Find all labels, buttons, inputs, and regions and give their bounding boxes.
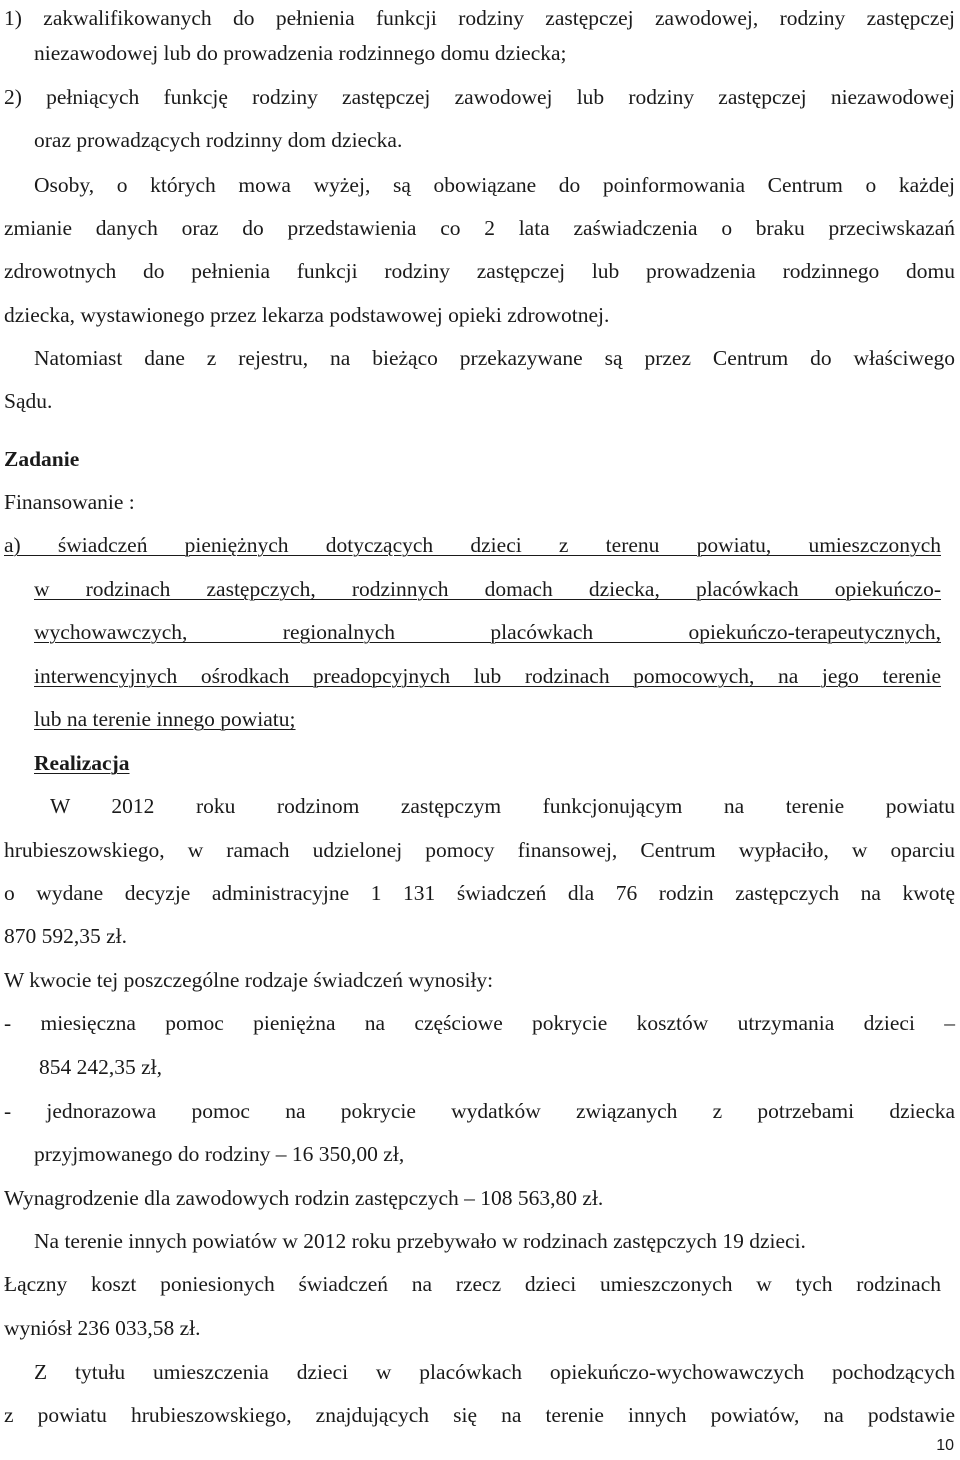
item-a-line-1 — [4, 530, 941, 560]
duties-line-2: zmianie danych oraz do przedstawienia co 2 lata zaświadczenia o braku przeciwskazań — [4, 216, 955, 240]
total-cost-line-2: wyniósł 236 033,58 zł. — [4, 1316, 201, 1340]
list-item-1-line-2: niezawodowej lub do prowadzenia rodzinnego domu dziecka; — [34, 41, 567, 65]
institutions-line-2: z powiatu hrubieszowskiego, znajdujących się na terenie innych powiatów, na podstawie — [4, 1403, 955, 1427]
registry-line-1: Natomiast dane z rejestru, na bieżąco przekazywane są przez Centrum do właściwego — [34, 346, 955, 370]
bullet-2-line-2: przyjmowanego do rodziny – 16 350,00 zł, — [34, 1142, 405, 1166]
realization-line-4: 870 592,35 zł. — [4, 924, 128, 948]
other-counties-line: Na terenie innych powiatów w 2012 roku przebywało w rodzinach zastępczych 19 dzieci. — [34, 1229, 806, 1253]
task-heading: Zadanie — [4, 447, 80, 471]
list-item-1-line-1: 1) zakwalifikowanych do pełnienia funkcji rodziny zastępczej zawodowej, rodziny zastępczej — [4, 6, 955, 30]
duties-line-1: Osoby, o których mowa wyżej, są obowiązane do poinformowania Centrum o każdej — [34, 173, 955, 197]
registry-line-2: Sądu. — [4, 389, 53, 413]
financing-label: Finansowanie : — [4, 490, 135, 514]
total-cost-line-1: Łączny koszt poniesionych świadczeń na rzecz dzieci umieszczonych w tych rodzinach — [4, 1272, 941, 1296]
item-a-line-3: wychowawczych, regionalnych placówkach opiekuńczo-terapeutycznych, — [34, 620, 941, 644]
salary-line: Wynagrodzenie dla zawodowych rodzin zastępczych – 108 563,80 zł. — [4, 1186, 604, 1210]
item-a-text: a) świadczeń pieniężnych dotyczących dzieci z terenu powiatu, umieszczonych — [4, 533, 941, 557]
duties-line-3: zdrowotnych do pełnienia funkcji rodziny zastępczej lub prowadzenia rodzinnego domu — [4, 259, 955, 283]
bullet-1-line-2: 854 242,35 zł, — [39, 1055, 163, 1079]
bullet-1-line-1: - miesięczna pomoc pieniężna na częściowe pokrycie kosztów utrzymania dzieci – — [4, 1011, 955, 1035]
realization-line-3: o wydane decyzje administracyjne 1 131 świadczeń dla 76 rodzin zastępczych na kwotę — [4, 881, 955, 905]
realization-line-2: hrubieszowskiego, w ramach udzielonej pomocy finansowej, Centrum wypłaciło, w oparciu — [4, 838, 955, 862]
list-item-2-line-1: 2) pełniących funkcję rodziny zastępczej zawodowej lub rodziny zastępczej niezawodowej — [4, 85, 955, 109]
institutions-line-1: Z tytułu umieszczenia dzieci w placówkach opiekuńczo-wychowawczych pochodzących — [34, 1360, 955, 1384]
item-a-line-4: interwencyjnych ośrodkach preadopcyjnych lub rodzinach pomocowych, na jego terenie — [34, 664, 941, 688]
breakdown-intro: W kwocie tej poszczególne rodzaje świadczeń wynosiły: — [4, 968, 494, 992]
duties-line-4: dziecka, wystawionego przez lekarza podstawowej opieki zdrowotnej. — [4, 303, 610, 327]
realization-heading: Realizacja — [34, 751, 130, 775]
item-a-line-5: lub na terenie innego powiatu; — [34, 707, 296, 731]
page-number: 10 — [936, 1437, 954, 1454]
list-item-2-line-2: oraz prowadzących rodzinny dom dziecka. — [34, 128, 403, 152]
item-a-line-2: w rodzinach zastępczych, rodzinnych domach dziecka, placówkach opiekuńczo- — [34, 577, 941, 601]
realization-line-1: W 2012 roku rodzinom zastępczym funkcjonującym na terenie powiatu — [50, 794, 955, 818]
bullet-2-line-1: - jednorazowa pomoc na pokrycie wydatków związanych z potrzebami dziecka — [4, 1099, 955, 1123]
